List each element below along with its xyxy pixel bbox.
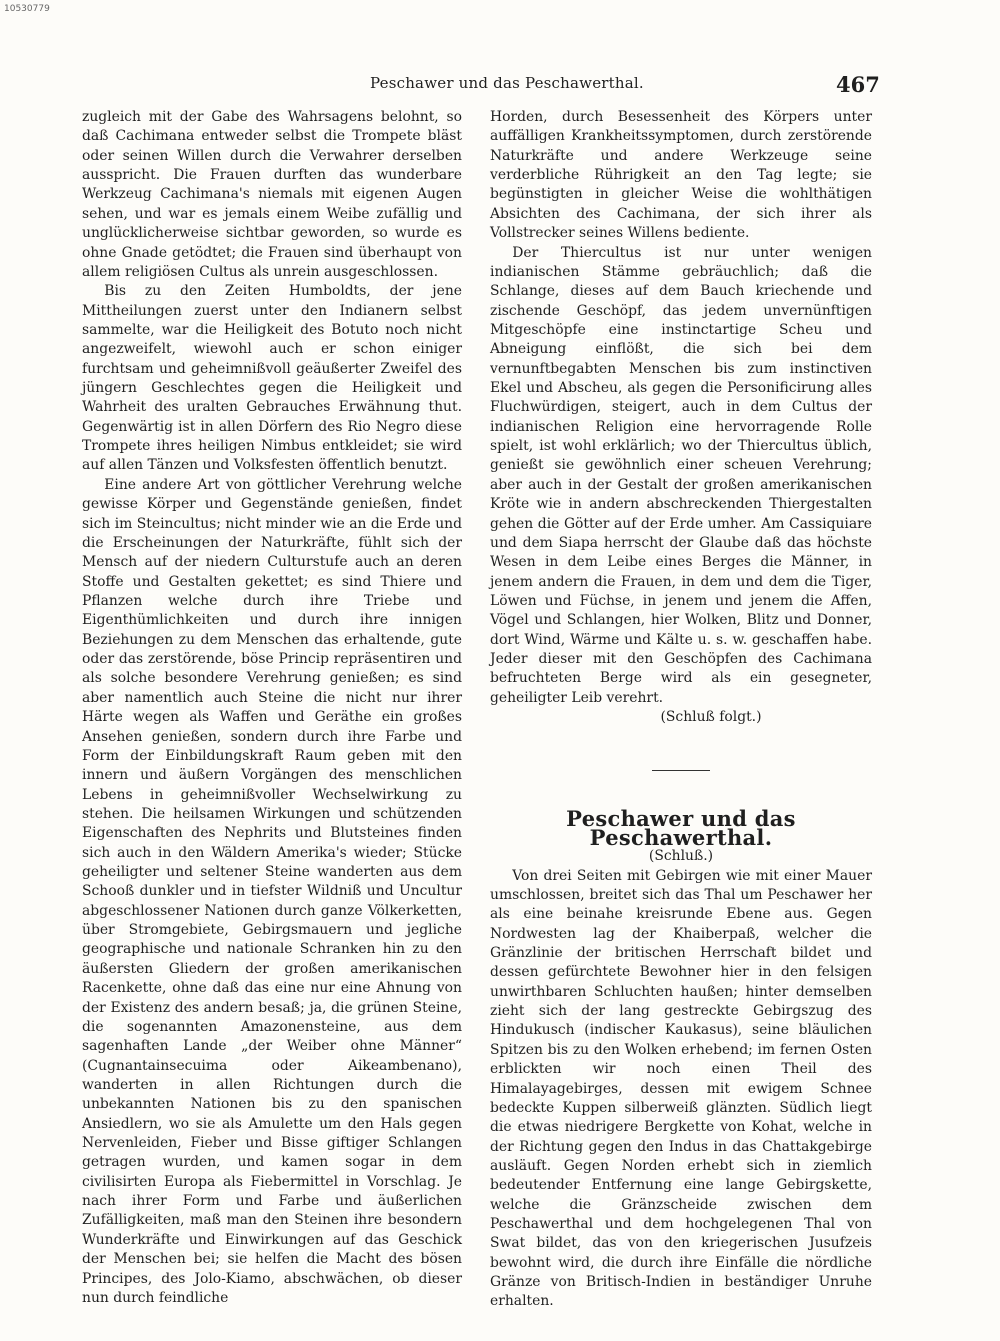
left-column [82,108,462,1308]
section-subtitle: (Schluß.) [648,848,714,865]
running-title: Peschawer und das Peschawerthal. [370,74,644,92]
section-divider [652,770,710,771]
right-paragraph-2: Der Thiercultus ist nur unter wenigen indianischen Stämme gebräuchlich; daß die Schlange, dieses auf dem Bauch kriechende und zischende Geschöpf, das jedem unvernünftigen Mitgeschöpfe eine instinctartige Scheu und Abneigung einflößt, die sich bei dem vernunftbegabten Menschen bis zum instinctiven Ekel und Abscheu, als gegen die Personificirung alles Fluchwürdigen, steigert, auch in dem Cultus der indianischen Religion eine hervorragende Rolle spielt, ist wohl erklärlich; wo der Thiercultus üblich, genießt sie gewöhnlich einer scheuen Verehrung; aber auch in der Gestalt der großen amerikanischen Kröte wie in andern abschreckenden Thiergestalten gehen die Götter auf der Erde umher. Am Cassiquiare und dem Siapa herrscht der Glaube daß das höchste Wesen in dem Leibe eines Berges die Männer, in jenem andern die Frauen, in dem und dem die Tiger, Löwen und Füchse, in jenem und jenem die Affen, Vögel und Schlangen, hier Wolken, Blitz und Donner, dort Wind, Wärme und Kälte u. s. w. geschaffen habe. Jeder dieser mit den Geschöpfen des Cachimana befruchteten Berge wird als ein gesegneter, geheiligter Leib verehrt. [490,244,872,706]
to-be-continued-note: (Schluß folgt.) [660,709,762,726]
page-number: 467 [836,72,880,97]
right-paragraph-1: Horden, durch Besessenheit des Körpers unter auffälligen Krankheitssymptomen, durch zerstörende Naturkräfte und andere Werkzeuge seine verderbliche Rührigkeit an den Tag legte; sie begünstigten in gleicher Weise die wohlthätigen Absichten des Cachimana, der sich ihrer als Vollstrecker seines Willens bediente. [490,109,872,242]
left-paragraph-2: Bis zu den Zeiten Humboldts, der jene Mittheilungen zuerst unter den Indianern selbst sammelte, war die Heiligkeit des Botuto noch nicht angezweifelt, wiewohl auch er schon einiger furchtsam und geheimnißvoll geäußerter Zweifel des jüngern Geschlechtes gegen die Heiligkeit und Wahrheit des uralten Gebrauches Erwähnung thut. Gegenwärtig ist in allen Dörfern des Rio Negro diese Trompete ihres heiligen Nimbus entkleidet; sie wird auf allen Tänzen und Volksfesten öffentlich benutzt. [82,283,462,474]
section-title: Peschawer und das Peschawerthal. [566,805,796,850]
page-id-label: 10530779 [4,4,50,14]
running-header [0,72,1000,98]
left-paragraph-1: zugleich mit der Gabe des Wahrsagens belohnt, so daß Cachimana entweder selbst die Trompete bläst oder seinen Willen durch die Verwahrer derselben ausspricht. Die Frauen durften das wunderbare Werkzeug Cachimana's niemals mit eigenen Augen sehen, und war es jemals einem Weibe zufällig und unglücklicherweise sichtbar geworden, so wurde es ohne Gnade getödtet; die Frauen sind überhaupt von allem religiösen Cultus als unrein ausgeschlossen. [82,109,462,280]
section-paragraph-1: Von drei Seiten mit Gebirgen wie mit einer Mauer umschlossen, breitet sich das Thal um Peschawer her als eine beinahe kreisrunde Ebene aus. Gegen Nordwesten lag der Khaiberpaß, welcher die Gränzlinie der britischen Herrschaft bildet und dessen gefürchtete Bewohner hier in den felsigen unwirthbaren Schluchten haußen; hinter demselben zieht sich der lang gestreckte Gebirgszug des Hindukusch (indischer Kaukasus), seine bläulichen Spitzen bis zu den Wolken erhebend; im fernen Osten erblickten wir noch einen Theil des Himalayagebirges, dessen mit ewigem Schnee bedeckte Kuppen silberweiß glänzten. Südlich liegt die etwas niedrigere Bergkette von Kohat, welche in der Richtung gegen den Indus in das Chattakgebirge ausläuft. Gegen Norden erhebt sich in ziemlich bedeutender Entfernung eine lange Gebirgskette, welche die Gränzscheide zwischen dem Peschawerthal und dem hochgelegenen Thal von Swat bildet, das von den kriegerischen Jusufzeis bewohnt wird, die durch ihre Einfälle die nördliche Gränze von Britisch-Indien in beständiger Unruhe erhalten. [490,867,872,1310]
right-column [490,108,872,1312]
left-paragraph-3: Eine andere Art von göttlicher Verehrung welche gewisse Körper und Gegenstände genießen, findet sich im Steincultus; nicht minder wie an die Erde und die Erscheinungen der Naturkräfte, fühlt sich der Mensch auf der niedern Culturstufe auch an deren Stoffe und Gestalten gekettet; es sind Thiere und Pflanzen welche durch ihre Triebe und Eigenthümlichkeiten und durch ihre innigen Beziehungen zu dem Menschen das erhaltende, gute oder das zerstörende, böse Princip repräsentiren und als solche besondere Verehrung genießen; es sind aber namentlich auch Steine die nicht nur ihrer Härte wegen als Waffen und Geräthe ein großes Ansehen genießen, sondern durch ihre Farbe und Form der Einbildungskraft Raum geben mit den innern und äußern Vorgängen des menschlichen Lebens in geheimnißvoller Wechselwirkung zu stehen. Die heilsamen Wirkungen und schützenden Eigenschaften des Nephrits und Blutsteines finden sich auch in den Wäldern Amerika's wieder; Stücke geheiligter und seltener Steine wanderten aus dem Schooß dunkler und in tiefster Wildniß und Uncultur abgeschlossener Nationen durch ganze Völkerketten, über Stromgebiete, Gebirgsmauern und jegliche geographische und nationale Schranken hin zu den äußersten Gliedern der großen amerikanischen Racenkette, ohne daß das eine nur eine Ahnung von der Existenz des andern besaß; ja, die grünen Steine, die sogenannten Amazonensteine, aus dem sagenhaften Lande „der Weiber ohne Männer“ (Cugnantainsecuima oder Aikeambenano), wanderten in allen Richtungen durch die unbekannten Nationen bis zu den spanischen Ansiedlern, wo sie als Amulette um den Hals gegen Nervenleiden, Fieber und Bisse giftiger Schlangen getragen wurden, und kamen sogar in dem civilisirten Europa als Fiebermittel in Vorschlag. Je nach ihrer Form und Farbe und äußerlichen Zufälligkeiten, maß man den Steinen ihre besondern Wunderkräfte und Einwirkungen auf das Geschick der Menschen bei; sie helfen die Macht des bösen Principes, des Jolo-Kiamo, abschwächen, ob dieser nun durch feindliche [82,476,462,1306]
